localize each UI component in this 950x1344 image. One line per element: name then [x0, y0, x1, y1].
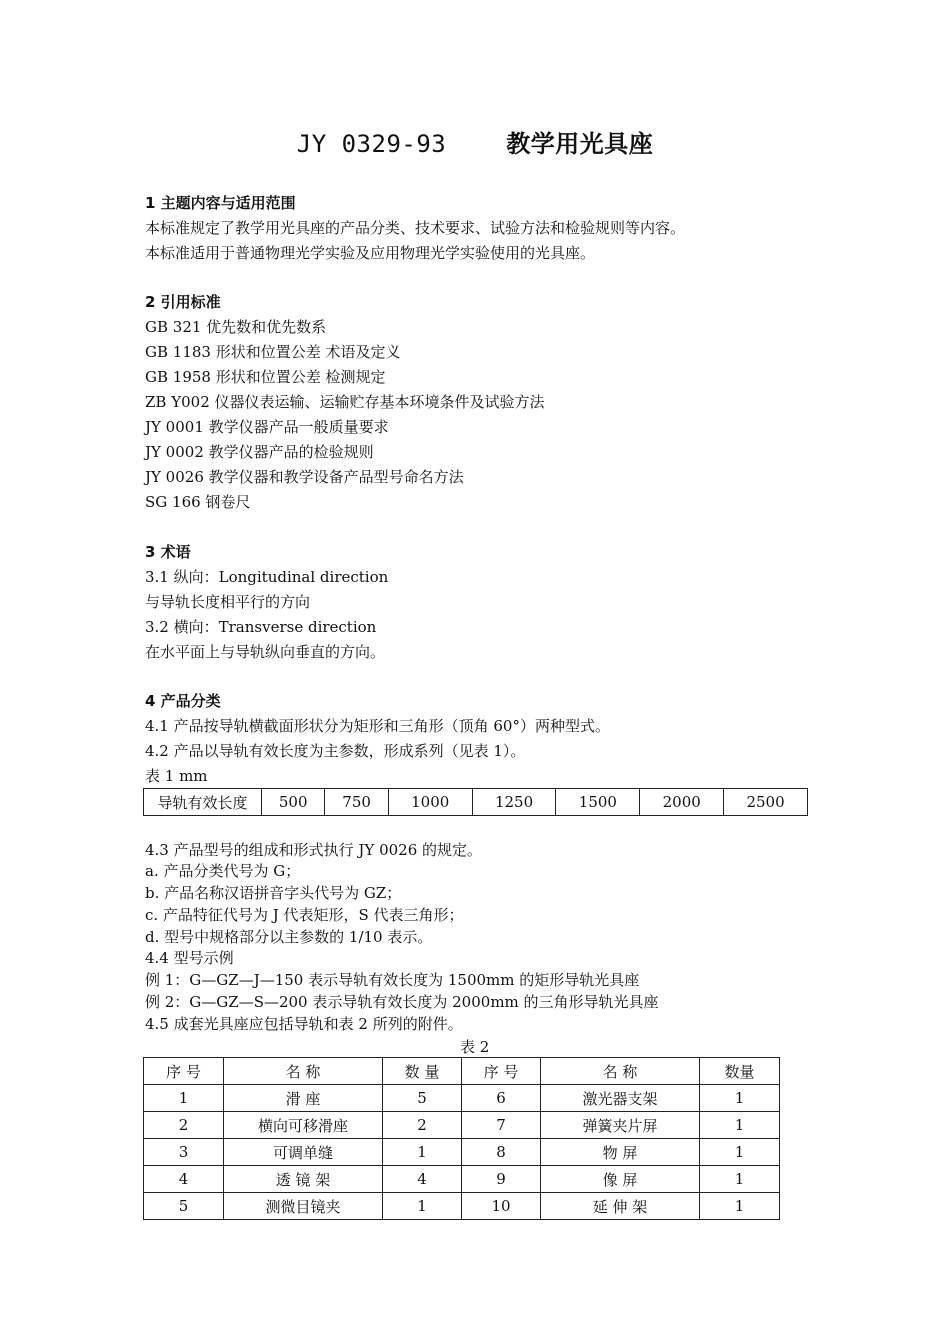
table2-cell: 滑 座 [224, 1085, 383, 1112]
table2-cell: 测微目镜夹 [224, 1193, 383, 1220]
section4-line: d. 型号中规格部分以主参数的 1/10 表示。 [145, 928, 433, 946]
table-row [144, 1139, 780, 1166]
term-line: 3.2 横向：Transverse direction [145, 618, 377, 636]
title-code: JY 0329-93 [296, 130, 447, 158]
document-title [0, 124, 950, 159]
table2-cell: 1 [700, 1112, 780, 1139]
table2-header: 序 号 [462, 1058, 541, 1085]
table2-cell: 10 [462, 1193, 541, 1220]
table-row [144, 1085, 780, 1112]
table2-cell: 1 [144, 1085, 224, 1112]
table2-cell: 5 [144, 1193, 224, 1220]
table2-cell: 透 镜 架 [224, 1166, 383, 1193]
reference-item: JY 0026 教学仪器和教学设备产品型号命名方法 [145, 468, 464, 486]
section4-line: 4.2 产品以导轨有效长度为主参数，形成系列（见表 1）。 [145, 742, 526, 760]
table2-cell: 延 伸 架 [541, 1193, 700, 1220]
table2-cell: 横向可移滑座 [224, 1112, 383, 1139]
reference-item: SG 166 钢卷尺 [145, 493, 251, 511]
table1-value: 750 [325, 789, 388, 816]
reference-item: GB 321 优先数和优先数系 [145, 318, 327, 336]
table2-cell: 激光器支架 [541, 1085, 700, 1112]
table-row [144, 1166, 780, 1193]
section3-heading: 3 术语 [145, 543, 191, 561]
table1-caption: 表 1 mm [145, 767, 208, 785]
table2-cell: 4 [383, 1166, 462, 1193]
table1-value: 2000 [640, 789, 724, 816]
section4-line: c. 产品特征代号为 J 代表矩形，S 代表三角形； [145, 906, 464, 924]
reference-item: ZB Y002 仪器仪表运输、运输贮存基本环境条件及试验方法 [145, 393, 545, 411]
table2-cell: 物 屏 [541, 1139, 700, 1166]
section4-line: 4.3 产品型号的组成和形式执行 JY 0026 的规定。 [145, 841, 483, 859]
reference-item: GB 1183 形状和位置公差 术语及定义 [145, 343, 401, 361]
table2-header: 数量 [700, 1058, 780, 1085]
table2-cell: 1 [700, 1166, 780, 1193]
table1-value: 1500 [556, 789, 640, 816]
table-row [144, 1112, 780, 1139]
table2-cell: 1 [383, 1193, 462, 1220]
term-line: 与导轨长度相平行的方向 [145, 593, 311, 611]
table2-accessories [143, 1057, 780, 1220]
table2-cell: 6 [462, 1085, 541, 1112]
reference-item: JY 0001 教学仪器产品一般质量要求 [145, 418, 389, 436]
table2-cell: 可调单缝 [224, 1139, 383, 1166]
table2-cell: 2 [383, 1112, 462, 1139]
table2-cell: 弹簧夹片屏 [541, 1112, 700, 1139]
section1-line: 本标准规定了教学用光具座的产品分类、技术要求、试验方法和检验规则等内容。 [145, 219, 686, 237]
table1-label: 导轨有效长度 [144, 789, 262, 816]
section2-heading: 2 引用标准 [145, 293, 221, 311]
table2-cell: 4 [144, 1166, 224, 1193]
table2-cell: 5 [383, 1085, 462, 1112]
term-line: 在水平面上与导轨纵向垂直的方向。 [145, 643, 386, 661]
table2-cell: 1 [383, 1139, 462, 1166]
table2-cell: 8 [462, 1139, 541, 1166]
table2-cell: 3 [144, 1139, 224, 1166]
table2-cell: 1 [700, 1085, 780, 1112]
table-row [144, 789, 808, 816]
section4-line: 4.5 成套光具座应包括导轨和表 2 所列的附件。 [145, 1015, 463, 1033]
table2-cell: 2 [144, 1112, 224, 1139]
table2-cell: 7 [462, 1112, 541, 1139]
section1-line: 本标准适用于普通物理光学实验及应用物理光学实验使用的光具座。 [145, 244, 596, 262]
title-name: 教学用光具座 [506, 130, 654, 158]
table2-header: 序 号 [144, 1058, 224, 1085]
table2-cell: 1 [700, 1193, 780, 1220]
term-line: 3.1 纵向：Longitudinal direction [145, 568, 389, 586]
table2-header: 名 称 [224, 1058, 383, 1085]
section1-heading: 1 主题内容与适用范围 [145, 194, 296, 212]
section4-heading: 4 产品分类 [145, 692, 221, 710]
table2-header: 名 称 [541, 1058, 700, 1085]
section4-line: 例 1：G—GZ—J—150 表示导轨有效长度为 1500mm 的矩形导轨光具座 [145, 971, 640, 989]
table2-cell: 9 [462, 1166, 541, 1193]
table1-value: 2500 [724, 789, 808, 816]
table1-value: 1250 [472, 789, 556, 816]
section4-line: 4.1 产品按导轨横截面形状分为矩形和三角形（顶角 60°）两种型式。 [145, 717, 610, 735]
table2-header: 数 量 [383, 1058, 462, 1085]
table-row [144, 1193, 780, 1220]
section4-line: a. 产品分类代号为 G； [145, 862, 301, 880]
table2-cell: 1 [700, 1139, 780, 1166]
section4-line: 4.4 型号示例 [145, 949, 234, 967]
table2-cell: 像 屏 [541, 1166, 700, 1193]
table2-caption: 表 2 [460, 1038, 490, 1056]
section4-line: 例 2：G—GZ—S—200 表示导轨有效长度为 2000mm 的三角形导轨光具座 [145, 993, 659, 1011]
table1-rail-length [143, 788, 808, 816]
section4-line: b. 产品名称汉语拼音字头代号为 GZ； [145, 884, 402, 902]
table1-value: 1000 [388, 789, 472, 816]
table1-value: 500 [262, 789, 325, 816]
table-header-row [144, 1058, 780, 1085]
reference-item: JY 0002 教学仪器产品的检验规则 [145, 443, 374, 461]
reference-item: GB 1958 形状和位置公差 检测规定 [145, 368, 386, 386]
